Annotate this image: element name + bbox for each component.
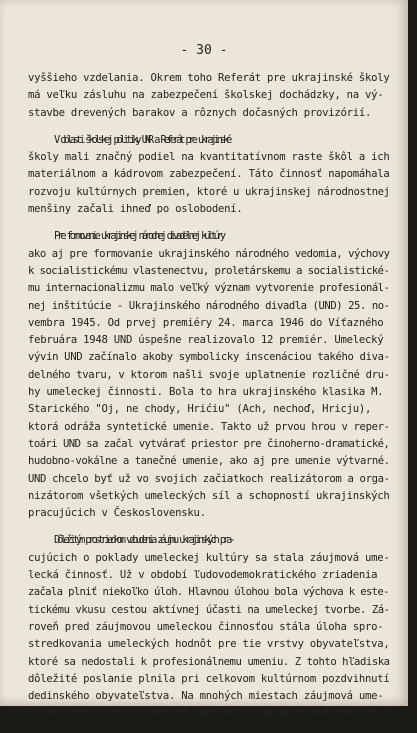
text-line: stavbe drevených barakov a rôznych dočasných provizórií. (28, 106, 372, 119)
text-line: materiálnom a kádrovom zabezpečení. Táto činnosť napomáhala (28, 168, 390, 181)
text-line: má veľku zásluhu na zabezpečení školskej dochádzky, na vý- (28, 89, 384, 102)
text-line: februára 1948 UND úspešne realizovalo 12 premiér. Umelecký (28, 334, 384, 347)
text-line: lecká činnosť bola jediným kanálom spájajúcim dedinské oby- (28, 707, 390, 720)
text-line: lecká činnosť. Už v období ľudovodemokratického zriadenia (28, 569, 378, 582)
text-line: Dôležitým prostriedkom vzbudenia záujmu ukrajinských pra- (54, 534, 233, 547)
text-line: vyššieho vzdelania. Okrem toho Referát pre ukrajinské školy (28, 72, 390, 84)
paragraph (28, 532, 390, 722)
paragraph (28, 228, 390, 522)
text-line: delného tvaru, v ktorom našli svoje uplatnenie rozličné dru- (28, 368, 390, 381)
text-line: V oblasti školskej politiky UNR a Referát pre ukrajinské (54, 133, 230, 146)
text-line: pracujúcich v Československu. (28, 507, 206, 520)
text-line: Starického "Oj, ne chody, Hrićiu" (Ach, nechoď, Hricju), (28, 403, 372, 416)
text-line: vývin UND začínalo akoby symbolicky inscenáciou takého diva- (28, 351, 390, 364)
text-line: vembra 1945. Od prvej premiéry 24. marca 1946 do Víťazného (28, 316, 384, 329)
text-line: nizátorom všetkých umeleckých síl a schopností ukrajinských (28, 489, 390, 502)
text-line: školy mali značný podiel na kvantitatívnom raste škôl a ich (28, 151, 390, 164)
text-line: tickému vkusu cestou aktívnej účasti na umeleckej tvorbe. Zá- (28, 603, 390, 616)
text-line: ako aj pre formovanie ukrajinského národného vedomia, výchovy (28, 247, 390, 260)
paragraph (28, 70, 390, 122)
text-line: nej inštitúcie - Ukrajinského národného divadla (UND) 25. no- (28, 299, 390, 312)
text-line: stredkovania umeleckých hodnôt pre tie vrstvy obyvateľstva, (28, 638, 390, 651)
page-text (28, 70, 390, 733)
text-line: UND chcelo byť už vo svojich začiatkoch realizátorom a orga- (28, 472, 390, 485)
text-line: dedinského obyvateľstva. Na mnohých miestach záujmová ume- (28, 690, 384, 703)
text-line: začala plniť niekoľko úloh. Hlavnou úlohou bola výchova k este- (28, 586, 389, 599)
text-line: mu internacionalizmu malo veľký význam vytvorenie profesionál- (28, 282, 390, 295)
text-line: ktorá odráža syntetické umenie. Takto už prvou hrou v reper- (28, 420, 390, 433)
text-line: k socialistickému vlastenectvu, proletárskemu a socialistické- (28, 264, 390, 277)
text-line: ktoré sa nedostali k profesionálnemu umeniu. Z tohto hľadiska (28, 655, 390, 668)
page-number: - 30 - (180, 43, 228, 58)
text-line: dôležité poslanie plnila pri celkovom kultúrnom pozdvihnutí (28, 672, 390, 685)
text-line: hudobno-vokálne a tanečné umenie, ako aj pre umenie výtvarné. (28, 455, 390, 468)
text-line: Pre formovanie ukrajinskej národnej divadelnej kultúry (54, 230, 223, 243)
text-line: roveň pred záujmovou umeleckou činnosťou stála úloha spro- (28, 620, 384, 633)
text-line: hy umeleckej činnosti. Bola to hra ukrajinského klasika M. (28, 386, 384, 399)
paragraph (28, 132, 390, 218)
text-line: toári UND sa začal vytvárať priestor pre činoherno-dramatické, (28, 437, 390, 450)
text-line: menšiny začali ihneď po oslobodení. (28, 203, 243, 216)
text-line: rozvoju kultúrnych premien, ktoré u ukrajinskej národnostnej (28, 185, 390, 198)
text-line: cujúcich o poklady umeleckej kultúry sa stala záujmová ume- (28, 551, 390, 564)
